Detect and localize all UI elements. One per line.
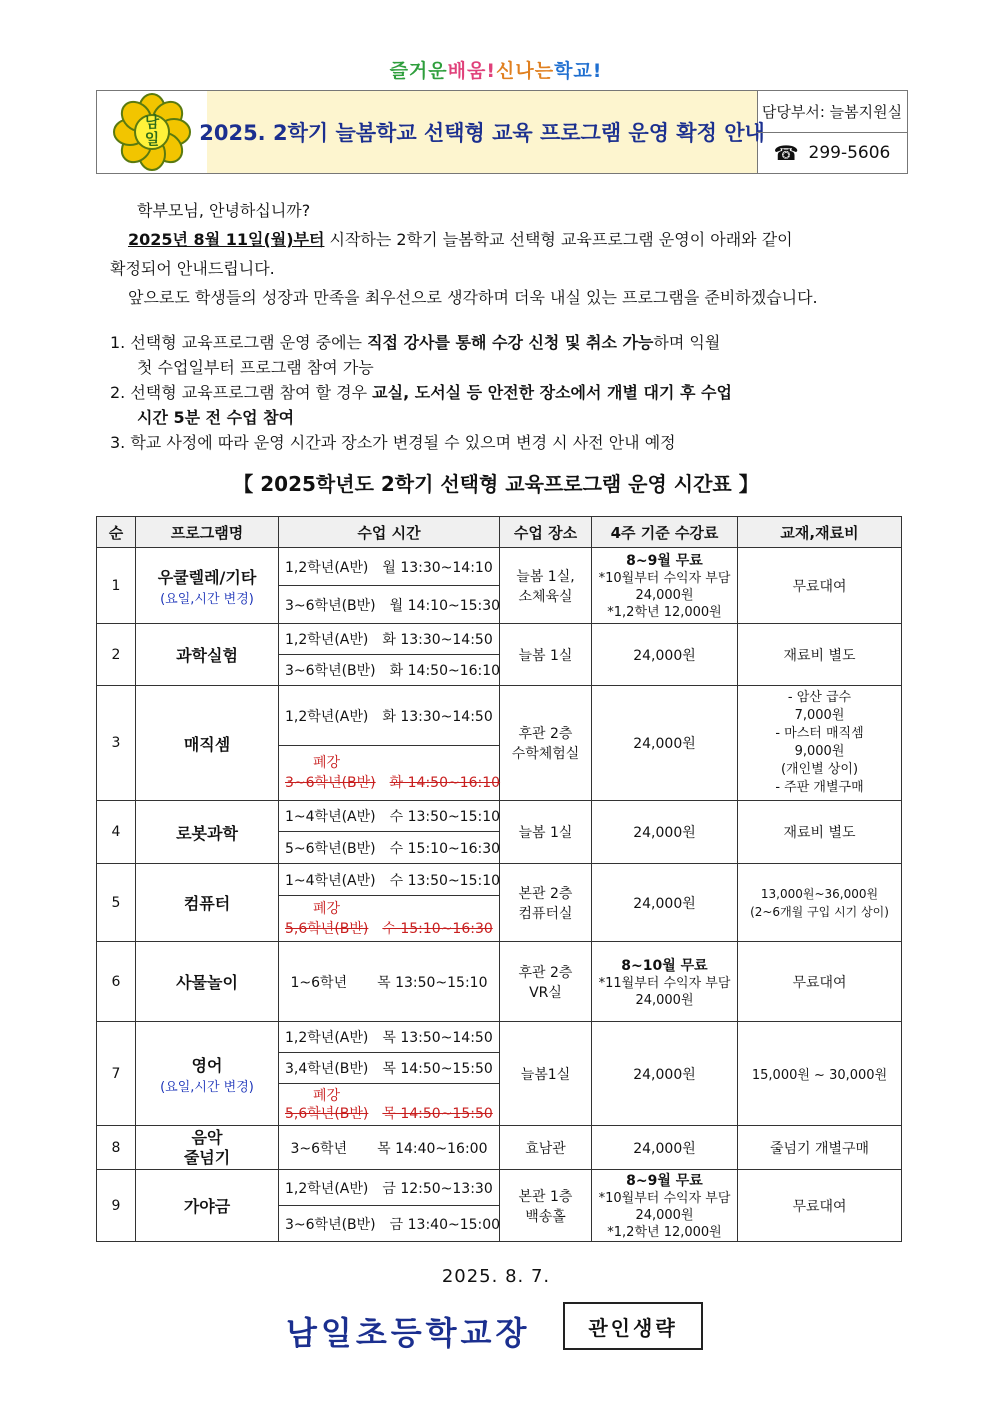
header-material: 교재,재료비 — [738, 517, 902, 548]
slot-grade: 5,6학년(B반) — [285, 920, 369, 937]
slot-grade: 5~6학년(B반) — [285, 840, 376, 857]
phone-number: 299-5606 — [808, 142, 891, 163]
start-date: 2025년 8월 11일(월)부터 — [128, 230, 325, 249]
fee-cell: 24,000원 — [592, 801, 738, 864]
intro-line-2 — [128, 225, 793, 254]
material-cell: 줄넘기 개별구매 — [738, 1126, 902, 1170]
table-row — [97, 942, 902, 1022]
slogan-part-1: 즐거운 — [389, 60, 448, 82]
time-slot-closed — [279, 746, 500, 801]
fee-cell — [592, 942, 738, 1022]
material-line: - 암산 급수 — [787, 690, 852, 705]
fee-free: 8~9월 무료 — [626, 553, 703, 569]
time-slot — [279, 655, 500, 686]
closed-slot — [285, 1105, 499, 1123]
place-cell: 효남관 — [500, 1126, 592, 1170]
slot-grade: 5,6학년(B반) — [285, 1105, 369, 1122]
fee-free: 8~10월 무료 — [621, 957, 708, 974]
time-slot — [279, 1170, 500, 1206]
material-cell — [738, 864, 902, 942]
fee-line: 24,000원 — [635, 1208, 694, 1223]
closed-slot — [285, 773, 499, 793]
school-logo-cell — [97, 91, 208, 173]
slot-grade: 3~6학년(B반) — [285, 597, 376, 614]
table-row — [97, 1126, 902, 1170]
slot-day: 목 14:50~15:50 — [382, 1061, 493, 1077]
material-line: - 주판 개별구매 — [775, 780, 864, 795]
fee-line: 24,000원 — [635, 588, 694, 603]
slot-day: 목 13:50~14:50 — [382, 1030, 493, 1046]
material-line: 9,000원 — [794, 744, 845, 759]
phone-icon: ☎ — [773, 140, 799, 165]
fee-cell: 24,000원 — [592, 624, 738, 686]
time-slot-closed — [279, 1084, 500, 1126]
time-slot — [279, 548, 500, 586]
table-row — [97, 624, 902, 655]
place-cell — [500, 548, 592, 624]
material-line: 7,000원 — [794, 708, 845, 723]
slot-grade: 3~6학년(B반) — [285, 775, 376, 791]
place-line: 백송홀 — [525, 1208, 566, 1225]
header-place: 수업 장소 — [500, 517, 592, 548]
row-no: 3 — [97, 686, 136, 801]
slot-grade: 3~6학년 — [290, 1140, 348, 1157]
closed-label: 폐강 — [313, 1087, 341, 1104]
fee-cell: 24,000원 — [592, 1126, 738, 1170]
material-line: (2~6개월 구입 시기 상이) — [750, 904, 889, 919]
fee-cell: 24,000원 — [592, 864, 738, 942]
material-cell: 재료비 별도 — [738, 624, 902, 686]
header-fee: 4주 기준 수강료 — [592, 517, 738, 548]
notice-3: 3. 학교 사정에 따라 운영 시간과 장소가 변경될 수 있으며 변경 시 사전 안내 예정 — [110, 433, 676, 452]
time-slot — [279, 686, 500, 746]
header-box — [96, 90, 908, 174]
fee-line: *10월부터 수익자 부담 — [598, 571, 731, 586]
phone-cell — [757, 132, 907, 173]
program-name: 사물놀이 — [136, 942, 279, 1022]
fee-line: *10월부터 수익자 부담 — [598, 1191, 731, 1206]
slot-grade: 3~6학년(B반) — [285, 663, 376, 679]
place-line: 수학체험실 — [511, 746, 580, 762]
time-slot — [279, 864, 500, 896]
slot-grade: 3~6학년(B반) — [285, 1216, 376, 1233]
table-row — [97, 864, 902, 896]
time-slot — [279, 1053, 500, 1084]
row-no: 7 — [97, 1022, 136, 1126]
slot-day: 금 12:50~13:30 — [382, 1180, 493, 1197]
slot-day: 목 14:50~15:50 — [382, 1105, 493, 1122]
header-time: 수업 시간 — [279, 517, 500, 548]
table-row — [97, 686, 902, 746]
material-cell: 무료대여 — [738, 1170, 902, 1242]
slot-day: 월 13:30~14:10 — [382, 559, 493, 576]
row-no: 9 — [97, 1170, 136, 1242]
closed-label: 폐강 — [313, 755, 341, 771]
notice-1-text: 1. 선택형 교육프로그램 운영 중에는 — [110, 333, 368, 352]
fee-line: 24,000원 — [635, 992, 694, 1008]
place-cell: 늘봄 1실 — [500, 801, 592, 864]
place-cell: 늘봄 1실 — [500, 624, 592, 686]
material-line: (개인별 상이) — [780, 762, 859, 777]
intro-line-2-rest: 시작하는 2학기 늘봄학교 선택형 교육프로그램 운영이 아래와 같이 — [324, 230, 793, 249]
program-name: 영어 — [191, 1055, 223, 1075]
place-line: VR실 — [529, 984, 562, 1001]
notice-2-text: 2. 선택형 교육프로그램 참여 할 경우 — [110, 383, 373, 402]
fee-cell: 24,000원 — [592, 686, 738, 801]
fee-line: *1,2학년 12,000원 — [607, 1225, 722, 1240]
slot-grade: 1,2학년(A반) — [285, 559, 369, 576]
row-no: 5 — [97, 864, 136, 942]
table-row — [97, 1170, 902, 1206]
title-cell — [199, 91, 765, 173]
slogan-part-2: 배움! — [447, 60, 496, 82]
program-name: 컴퓨터 — [136, 864, 279, 942]
intro-line-4: 앞으로도 학생들의 성장과 만족을 최우선으로 생각하며 더욱 내실 있는 프로그램을 준비하겠습니다. — [128, 288, 818, 307]
program-cell — [136, 1126, 279, 1170]
slot-grade: 1,2학년(A반) — [285, 708, 369, 725]
material-cell: 무료대여 — [738, 548, 902, 624]
time-slot — [279, 1022, 500, 1053]
place-cell — [500, 864, 592, 942]
place-line: 소체육실 — [518, 588, 573, 605]
notice-1-tail: 하며 익월 — [653, 333, 721, 352]
table-row — [97, 801, 902, 832]
program-name: 가야금 — [136, 1170, 279, 1242]
material-line: 13,000원~36,000원 — [760, 886, 879, 901]
closed-label: 폐강 — [313, 900, 341, 917]
material-cell — [738, 686, 902, 801]
material-cell: 무료대여 — [738, 942, 902, 1022]
program-name: 우쿨렐레/기타 — [157, 567, 257, 587]
header-program: 프로그램명 — [136, 517, 279, 548]
table-row — [97, 548, 902, 586]
material-line: - 마스터 매직셈 — [775, 726, 864, 741]
department: 담당부서: 늘봄지원실 — [757, 91, 907, 133]
time-slot — [279, 1126, 500, 1170]
slogan-part-3: 신나는 — [496, 60, 555, 82]
issue-date: 2025. 8. 7. — [441, 1266, 551, 1287]
time-slot-closed — [279, 896, 500, 942]
fee-cell — [592, 1170, 738, 1242]
program-name: 줄넘기 — [183, 1147, 231, 1167]
slot-grade: 1~4학년(A반) — [285, 809, 376, 825]
program-name: 매직셈 — [136, 686, 279, 801]
material-cell: 15,000원 ~ 30,000원 — [738, 1022, 902, 1126]
place-cell — [500, 686, 592, 801]
table-header-row — [97, 517, 902, 548]
slot-day: 화 13:30~14:50 — [382, 708, 493, 725]
program-note: (요일,시간 변경) — [160, 591, 254, 607]
slot-grade: 1,2학년(A반) — [285, 1180, 369, 1197]
time-slot — [279, 586, 500, 624]
time-slot — [279, 832, 500, 864]
slot-day: 화 13:30~14:50 — [382, 632, 493, 648]
notice-1-bold: 직접 강사를 통해 수강 신청 및 취소 가능 — [367, 333, 654, 352]
table-row — [97, 1022, 902, 1053]
row-no: 1 — [97, 548, 136, 624]
slot-grade: 1~4학년(A반) — [285, 872, 376, 889]
slot-day: 화 14:50~16:10 — [389, 663, 501, 679]
slot-day: 목 13:50~15:10 — [377, 974, 488, 991]
place-line: 본관 2층 — [518, 885, 573, 902]
row-no: 4 — [97, 801, 136, 864]
slogan — [0, 56, 992, 83]
slot-grade: 3,4학년(B반) — [285, 1061, 369, 1077]
notice-2 — [110, 380, 732, 405]
slot-day: 수 13:50~15:10 — [389, 809, 501, 825]
row-no: 8 — [97, 1126, 136, 1170]
slot-day: 수 15:10~16:30 — [389, 840, 501, 857]
program-name: 과학실험 — [136, 624, 279, 686]
place-cell — [500, 1170, 592, 1242]
slot-day: 목 14:40~16:00 — [377, 1140, 488, 1157]
fee-line: *11월부터 수익자 부담 — [598, 975, 731, 991]
notice-1 — [110, 330, 720, 355]
slot-day: 수 13:50~15:10 — [389, 872, 501, 889]
time-slot — [279, 624, 500, 655]
place-line: 본관 1층 — [518, 1188, 573, 1205]
schedule-table — [96, 516, 902, 1242]
slot-day: 금 13:40~15:00 — [389, 1216, 501, 1233]
slot-day: 화 14:50~16:10 — [389, 775, 501, 791]
program-name: 로봇과학 — [136, 801, 279, 864]
fee-line: *1,2학년 12,000원 — [607, 605, 722, 620]
slot-grade: 1,2학년(A반) — [285, 1030, 369, 1046]
place-cell — [500, 942, 592, 1022]
place-line: 늘봄 1실, — [516, 568, 575, 585]
notice-1-cont: 첫 수업일부터 프로그램 참여 가능 — [137, 358, 374, 377]
slogan-part-4: 학교! — [554, 60, 603, 82]
row-no: 2 — [97, 624, 136, 686]
school-principal: 남일초등학교장 — [286, 1314, 531, 1352]
notice-2-bold: 교실, 도서실 등 안전한 장소에서 개별 대기 후 수업 — [372, 383, 732, 402]
fee-cell — [592, 548, 738, 624]
time-slot — [279, 942, 500, 1022]
header-no: 순 — [97, 517, 136, 548]
time-slot — [279, 801, 500, 832]
row-no: 6 — [97, 942, 136, 1022]
place-line: 후관 2층 — [518, 726, 573, 742]
notice-2-cont: 시간 5분 전 수업 참여 — [137, 408, 295, 427]
greeting: 학부모님, 안녕하십니까? — [137, 201, 311, 220]
table-title: 【 2025학년도 2학기 선택형 교육프로그램 운영 시간표 】 — [233, 472, 759, 496]
slot-day: 월 14:10~15:30 — [389, 597, 501, 614]
material-cell: 재료비 별도 — [738, 801, 902, 864]
place-cell: 늘봄1실 — [500, 1022, 592, 1126]
fee-cell: 24,000원 — [592, 1022, 738, 1126]
time-slot — [279, 1206, 500, 1242]
slot-day: 수 15:10~16:30 — [382, 920, 493, 937]
logo-text: 남일 — [144, 113, 160, 148]
document-title: 2025. 2학기 늘봄학교 선택형 교육 프로그램 운영 확정 안내 — [199, 121, 765, 145]
place-line: 컴퓨터실 — [518, 905, 573, 922]
closed-slot — [285, 919, 499, 939]
intro-line-3: 확정되어 안내드립니다. — [110, 259, 275, 278]
program-cell — [136, 1022, 279, 1126]
slot-grade: 1~6학년 — [290, 974, 348, 991]
program-cell — [136, 548, 279, 624]
program-note: (요일,시간 변경) — [160, 1079, 254, 1095]
slot-grade: 1,2학년(A반) — [285, 632, 369, 648]
seal-omitted-box: 관인생략 — [563, 1302, 703, 1350]
place-line: 후관 2층 — [518, 964, 573, 981]
fee-free: 8~9월 무료 — [626, 1173, 703, 1189]
program-name: 음악 — [191, 1127, 223, 1147]
